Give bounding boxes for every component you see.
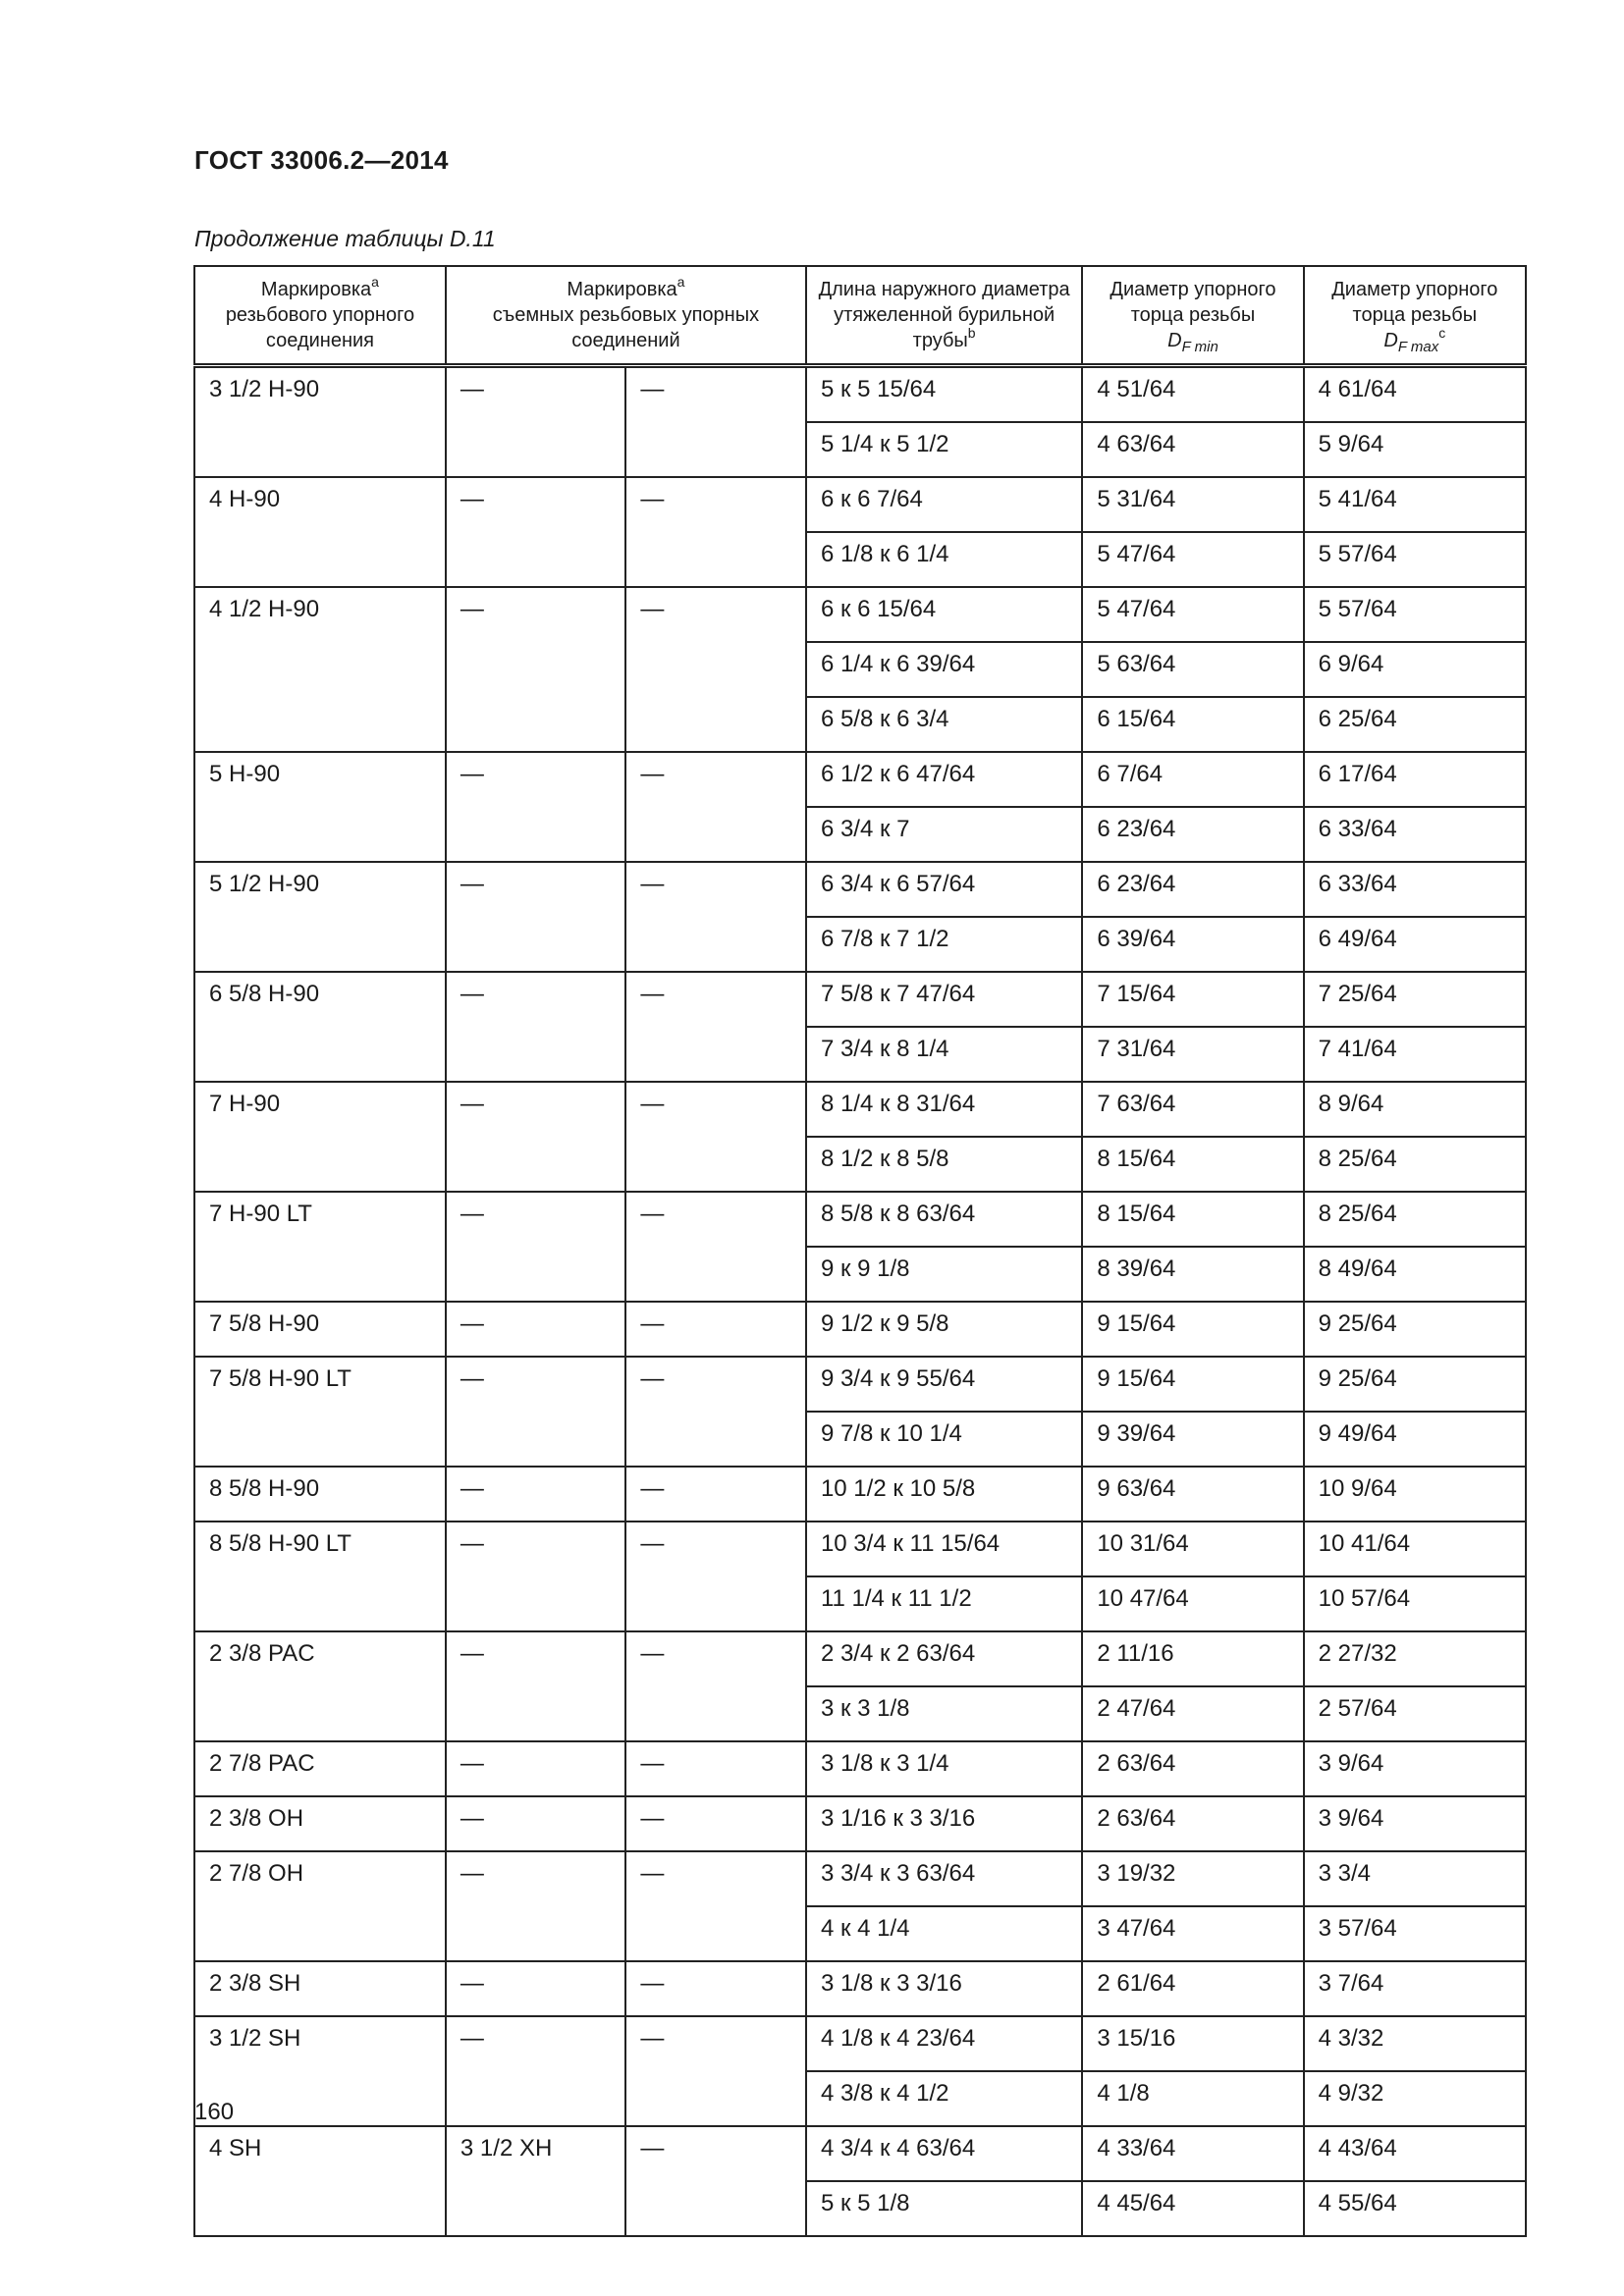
- table-row: [194, 2126, 1526, 2181]
- cell-thread-marking: 2 7/8 OH: [194, 1851, 446, 1961]
- cell-thread-marking: 3 1/2 SH: [194, 2016, 446, 2126]
- header-removable-marking: [446, 266, 806, 366]
- cell-collar-length: 6 1/4 к 6 39/64: [806, 642, 1082, 697]
- header-col4-text: Диаметр упорного торца резьбы: [1110, 279, 1276, 326]
- header-col1-text2: резьбового упорного соединения: [225, 304, 415, 351]
- cell-removable-marking-1: —: [446, 1467, 626, 1522]
- cell-collar-length: 4 1/8 к 4 23/64: [806, 2016, 1082, 2071]
- cell-df-min: 7 15/64: [1082, 972, 1303, 1027]
- cell-collar-length: 5 к 5 1/8: [806, 2181, 1082, 2236]
- cell-removable-marking-1: —: [446, 1522, 626, 1631]
- cell-removable-marking-2: —: [625, 1741, 806, 1796]
- cell-removable-marking-2: —: [625, 2126, 806, 2236]
- cell-collar-length: 10 3/4 к 11 15/64: [806, 1522, 1082, 1576]
- cell-thread-marking: 7 5/8 H-90: [194, 1302, 446, 1357]
- cell-removable-marking-1: —: [446, 2016, 626, 2126]
- cell-removable-marking-2: —: [625, 862, 806, 972]
- table-row: [194, 1631, 1526, 1686]
- cell-df-max: 4 43/64: [1304, 2126, 1526, 2181]
- cell-removable-marking-1: 3 1/2 XH: [446, 2126, 626, 2236]
- cell-removable-marking-1: —: [446, 1082, 626, 1192]
- footnote-mark: c: [1438, 325, 1446, 341]
- cell-thread-marking: 4 H-90: [194, 477, 446, 587]
- cell-df-max: 5 9/64: [1304, 422, 1526, 477]
- table-row: [194, 2016, 1526, 2071]
- cell-df-max: 6 49/64: [1304, 917, 1526, 972]
- header-col1-text: Маркировка: [260, 279, 372, 300]
- header-df-max: [1304, 266, 1526, 366]
- cell-df-max: 3 3/4: [1304, 1851, 1526, 1906]
- cell-collar-length: 4 к 4 1/4: [806, 1906, 1082, 1961]
- cell-collar-length: 11 1/4 к 11 1/2: [806, 1576, 1082, 1631]
- cell-df-min: 3 47/64: [1082, 1906, 1303, 1961]
- specification-table: [193, 265, 1527, 2237]
- cell-removable-marking-1: —: [446, 972, 626, 1082]
- cell-removable-marking-2: —: [625, 587, 806, 752]
- cell-df-min: 6 15/64: [1082, 697, 1303, 752]
- footnote-mark: b: [967, 325, 976, 341]
- cell-collar-length: 9 1/2 к 9 5/8: [806, 1302, 1082, 1357]
- cell-thread-marking: 8 5/8 H-90: [194, 1467, 446, 1522]
- cell-df-min: 10 31/64: [1082, 1522, 1303, 1576]
- cell-removable-marking-1: —: [446, 587, 626, 752]
- cell-df-max: 6 33/64: [1304, 807, 1526, 862]
- cell-df-max: 7 25/64: [1304, 972, 1526, 1027]
- header-col3-text: Длина наружного диаметра утяжеленной бурильной трубы: [818, 279, 1070, 351]
- cell-removable-marking-2: —: [625, 1631, 806, 1741]
- cell-df-min: 8 39/64: [1082, 1247, 1303, 1302]
- cell-collar-length: 6 к 6 15/64: [806, 587, 1082, 642]
- cell-removable-marking-1: —: [446, 366, 626, 478]
- header-row: [194, 266, 1526, 366]
- cell-df-max: 5 57/64: [1304, 587, 1526, 642]
- cell-df-min: 10 47/64: [1082, 1576, 1303, 1631]
- cell-collar-length: 9 7/8 к 10 1/4: [806, 1412, 1082, 1467]
- cell-df-max: 3 9/64: [1304, 1741, 1526, 1796]
- cell-df-min: 9 15/64: [1082, 1357, 1303, 1412]
- cell-removable-marking-2: —: [625, 366, 806, 478]
- cell-removable-marking-2: —: [625, 1796, 806, 1851]
- cell-removable-marking-1: —: [446, 1961, 626, 2016]
- cell-df-max: 10 9/64: [1304, 1467, 1526, 1522]
- table-row: [194, 477, 1526, 532]
- cell-df-max: 8 9/64: [1304, 1082, 1526, 1137]
- cell-df-min: 2 47/64: [1082, 1686, 1303, 1741]
- cell-collar-length: 3 3/4 к 3 63/64: [806, 1851, 1082, 1906]
- table-body: [194, 366, 1526, 2237]
- table-row: [194, 1082, 1526, 1137]
- cell-df-min: 2 61/64: [1082, 1961, 1303, 2016]
- cell-collar-length: 6 3/4 к 7: [806, 807, 1082, 862]
- cell-removable-marking-1: —: [446, 1357, 626, 1467]
- table-row: [194, 587, 1526, 642]
- cell-removable-marking-1: —: [446, 1302, 626, 1357]
- cell-removable-marking-2: —: [625, 1522, 806, 1631]
- cell-df-max: 9 25/64: [1304, 1302, 1526, 1357]
- cell-df-max: 8 25/64: [1304, 1137, 1526, 1192]
- header-df-min: [1082, 266, 1303, 366]
- cell-thread-marking: 5 1/2 H-90: [194, 862, 446, 972]
- cell-removable-marking-2: —: [625, 752, 806, 862]
- cell-collar-length: 8 1/2 к 8 5/8: [806, 1137, 1082, 1192]
- cell-collar-length: 3 1/16 к 3 3/16: [806, 1796, 1082, 1851]
- cell-thread-marking: 3 1/2 H-90: [194, 366, 446, 478]
- cell-df-max: 6 25/64: [1304, 697, 1526, 752]
- cell-removable-marking-2: —: [625, 1192, 806, 1302]
- cell-removable-marking-1: —: [446, 477, 626, 587]
- table-row: [194, 752, 1526, 807]
- cell-df-max: 10 41/64: [1304, 1522, 1526, 1576]
- cell-df-min: 4 33/64: [1082, 2126, 1303, 2181]
- cell-thread-marking: 2 3/8 PAC: [194, 1631, 446, 1741]
- cell-thread-marking: 2 3/8 SH: [194, 1961, 446, 2016]
- cell-removable-marking-1: —: [446, 1796, 626, 1851]
- cell-removable-marking-2: —: [625, 1302, 806, 1357]
- cell-df-max: 2 57/64: [1304, 1686, 1526, 1741]
- cell-df-max: 4 55/64: [1304, 2181, 1526, 2236]
- cell-collar-length: 3 1/8 к 3 1/4: [806, 1741, 1082, 1796]
- cell-df-min: 4 51/64: [1082, 366, 1303, 423]
- table-caption: Продолжение таблицы D.11: [194, 226, 496, 251]
- cell-collar-length: 4 3/8 к 4 1/2: [806, 2071, 1082, 2126]
- cell-df-min: 9 15/64: [1082, 1302, 1303, 1357]
- cell-df-max: 10 57/64: [1304, 1576, 1526, 1631]
- cell-collar-length: 10 1/2 к 10 5/8: [806, 1467, 1082, 1522]
- cell-df-max: 3 57/64: [1304, 1906, 1526, 1961]
- table-row: [194, 862, 1526, 917]
- cell-removable-marking-2: —: [625, 1082, 806, 1192]
- table-row: [194, 1467, 1526, 1522]
- cell-thread-marking: 5 H-90: [194, 752, 446, 862]
- cell-df-min: 4 63/64: [1082, 422, 1303, 477]
- cell-removable-marking-1: —: [446, 1851, 626, 1961]
- table-row: [194, 1796, 1526, 1851]
- cell-df-min: 7 31/64: [1082, 1027, 1303, 1082]
- cell-df-min: 5 47/64: [1082, 532, 1303, 587]
- cell-collar-length: 2 3/4 к 2 63/64: [806, 1631, 1082, 1686]
- cell-df-max: 3 7/64: [1304, 1961, 1526, 2016]
- cell-thread-marking: 8 5/8 H-90 LT: [194, 1522, 446, 1631]
- cell-df-max: 2 27/32: [1304, 1631, 1526, 1686]
- cell-collar-length: 7 3/4 к 8 1/4: [806, 1027, 1082, 1082]
- cell-df-min: 8 15/64: [1082, 1137, 1303, 1192]
- table-row: [194, 972, 1526, 1027]
- cell-df-min: 3 15/16: [1082, 2016, 1303, 2071]
- cell-df-max: 4 9/32: [1304, 2071, 1526, 2126]
- cell-removable-marking-1: —: [446, 1741, 626, 1796]
- cell-thread-marking: 4 1/2 H-90: [194, 587, 446, 752]
- cell-df-max: 4 3/32: [1304, 2016, 1526, 2071]
- cell-removable-marking-1: —: [446, 862, 626, 972]
- cell-removable-marking-2: —: [625, 1961, 806, 2016]
- cell-df-min: 8 15/64: [1082, 1192, 1303, 1247]
- cell-removable-marking-1: —: [446, 1631, 626, 1741]
- cell-removable-marking-1: —: [446, 1192, 626, 1302]
- cell-thread-marking: 6 5/8 H-90: [194, 972, 446, 1082]
- cell-collar-length: 9 к 9 1/8: [806, 1247, 1082, 1302]
- cell-removable-marking-2: —: [625, 972, 806, 1082]
- cell-removable-marking-2: —: [625, 2016, 806, 2126]
- table-row: [194, 1851, 1526, 1906]
- header-col4-sub: F min: [1181, 339, 1218, 355]
- document-header: ГОСТ 33006.2—2014: [194, 145, 449, 175]
- cell-collar-length: 6 1/8 к 6 1/4: [806, 532, 1082, 587]
- cell-collar-length: 6 1/2 к 6 47/64: [806, 752, 1082, 807]
- cell-df-max: 9 25/64: [1304, 1357, 1526, 1412]
- cell-collar-length: 7 5/8 к 7 47/64: [806, 972, 1082, 1027]
- header-col2-text2: съемных резьбовых упорных соединений: [492, 304, 760, 351]
- cell-collar-length: 5 к 5 15/64: [806, 366, 1082, 423]
- cell-collar-length: 6 5/8 к 6 3/4: [806, 697, 1082, 752]
- cell-collar-length: 3 1/8 к 3 3/16: [806, 1961, 1082, 2016]
- cell-df-min: 6 23/64: [1082, 862, 1303, 917]
- header-col5-sub: F max: [1397, 339, 1439, 355]
- cell-df-min: 4 45/64: [1082, 2181, 1303, 2236]
- cell-df-min: 6 7/64: [1082, 752, 1303, 807]
- cell-collar-length: 4 3/4 к 4 63/64: [806, 2126, 1082, 2181]
- cell-df-min: 5 47/64: [1082, 587, 1303, 642]
- cell-collar-length: 9 3/4 к 9 55/64: [806, 1357, 1082, 1412]
- cell-df-max: 6 9/64: [1304, 642, 1526, 697]
- cell-removable-marking-2: —: [625, 1851, 806, 1961]
- cell-df-max: 3 9/64: [1304, 1796, 1526, 1851]
- header-thread-marking: [194, 266, 446, 366]
- cell-thread-marking: 7 5/8 H-90 LT: [194, 1357, 446, 1467]
- cell-df-max: 4 61/64: [1304, 366, 1526, 423]
- cell-removable-marking-2: —: [625, 1467, 806, 1522]
- cell-removable-marking-2: —: [625, 1357, 806, 1467]
- header-drill-collar-length: [806, 266, 1082, 366]
- cell-collar-length: 6 к 6 7/64: [806, 477, 1082, 532]
- table-row: [194, 1741, 1526, 1796]
- header-col5-text: Диаметр упорного торца резьбы: [1331, 279, 1498, 326]
- cell-df-max: 8 25/64: [1304, 1192, 1526, 1247]
- cell-collar-length: 6 7/8 к 7 1/2: [806, 917, 1082, 972]
- cell-thread-marking: 4 SH: [194, 2126, 446, 2236]
- header-col2-text: Маркировка: [567, 279, 677, 300]
- table-row: [194, 1302, 1526, 1357]
- cell-df-min: 2 63/64: [1082, 1796, 1303, 1851]
- cell-df-min: 9 39/64: [1082, 1412, 1303, 1467]
- cell-collar-length: 5 1/4 к 5 1/2: [806, 422, 1082, 477]
- cell-df-min: 6 23/64: [1082, 807, 1303, 862]
- table-row: [194, 1192, 1526, 1247]
- cell-df-min: 7 63/64: [1082, 1082, 1303, 1137]
- cell-df-max: 7 41/64: [1304, 1027, 1526, 1082]
- cell-df-min: 9 63/64: [1082, 1467, 1303, 1522]
- cell-df-min: 2 11/16: [1082, 1631, 1303, 1686]
- footnote-mark: a: [677, 274, 685, 290]
- cell-df-min: 3 19/32: [1082, 1851, 1303, 1906]
- cell-removable-marking-1: —: [446, 752, 626, 862]
- table-row: [194, 1357, 1526, 1412]
- cell-thread-marking: 2 7/8 PAC: [194, 1741, 446, 1796]
- footnote-mark: a: [371, 274, 379, 290]
- cell-df-min: 2 63/64: [1082, 1741, 1303, 1796]
- cell-df-max: 6 33/64: [1304, 862, 1526, 917]
- cell-df-min: 5 31/64: [1082, 477, 1303, 532]
- header-col5-var: D: [1383, 330, 1398, 351]
- cell-df-max: 5 41/64: [1304, 477, 1526, 532]
- cell-collar-length: 6 3/4 к 6 57/64: [806, 862, 1082, 917]
- cell-collar-length: 8 5/8 к 8 63/64: [806, 1192, 1082, 1247]
- table-row: [194, 366, 1526, 423]
- cell-df-min: 4 1/8: [1082, 2071, 1303, 2126]
- cell-df-max: 9 49/64: [1304, 1412, 1526, 1467]
- page-number: 160: [194, 2099, 235, 2125]
- cell-df-min: 5 63/64: [1082, 642, 1303, 697]
- cell-thread-marking: 7 H-90 LT: [194, 1192, 446, 1302]
- cell-removable-marking-2: —: [625, 477, 806, 587]
- cell-collar-length: 8 1/4 к 8 31/64: [806, 1082, 1082, 1137]
- cell-df-max: 5 57/64: [1304, 532, 1526, 587]
- header-col4-var: D: [1167, 330, 1182, 351]
- cell-thread-marking: 7 H-90: [194, 1082, 446, 1192]
- cell-collar-length: 3 к 3 1/8: [806, 1686, 1082, 1741]
- cell-df-max: 6 17/64: [1304, 752, 1526, 807]
- cell-df-min: 6 39/64: [1082, 917, 1303, 972]
- table-row: [194, 1522, 1526, 1576]
- cell-df-max: 8 49/64: [1304, 1247, 1526, 1302]
- cell-thread-marking: 2 3/8 OH: [194, 1796, 446, 1851]
- table-row: [194, 1961, 1526, 2016]
